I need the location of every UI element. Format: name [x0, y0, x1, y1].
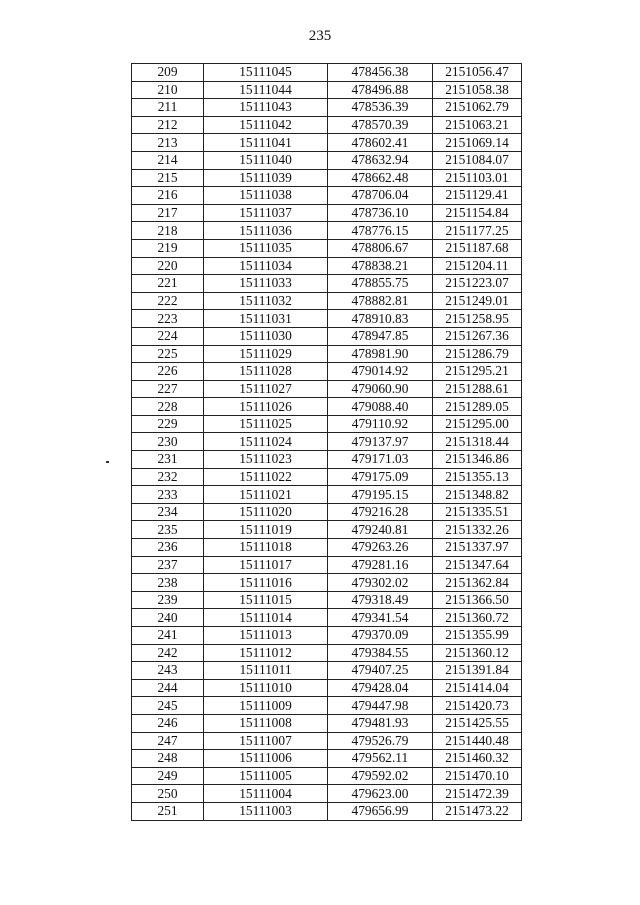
x-coordinate-cell: 478570.39 [328, 116, 433, 134]
y-coordinate-cell: 2151204.11 [433, 257, 522, 275]
point-index-cell: 249 [132, 767, 204, 785]
table-row [132, 99, 522, 117]
point-code-cell: 15111042 [204, 116, 328, 134]
table-row [132, 380, 522, 398]
point-index-cell: 229 [132, 415, 204, 433]
table-row [132, 714, 522, 732]
y-coordinate-cell: 2151129.41 [433, 187, 522, 205]
x-coordinate-cell: 478456.38 [328, 64, 433, 82]
table-row [132, 679, 522, 697]
point-code-cell: 15111029 [204, 345, 328, 363]
x-coordinate-cell: 479428.04 [328, 679, 433, 697]
point-code-cell: 15111016 [204, 574, 328, 592]
y-coordinate-cell: 2151473.22 [433, 802, 522, 820]
point-index-cell: 209 [132, 64, 204, 82]
point-code-cell: 15111034 [204, 257, 328, 275]
table-row [132, 134, 522, 152]
table-row [132, 574, 522, 592]
table-row [132, 239, 522, 257]
table-row [132, 732, 522, 750]
point-index-cell: 251 [132, 802, 204, 820]
y-coordinate-cell: 2151062.79 [433, 99, 522, 117]
point-code-cell: 15111015 [204, 591, 328, 609]
table-row [132, 539, 522, 557]
point-index-cell: 247 [132, 732, 204, 750]
x-coordinate-cell: 478882.81 [328, 292, 433, 310]
point-index-cell: 236 [132, 539, 204, 557]
x-coordinate-cell: 479370.09 [328, 627, 433, 645]
table-row [132, 468, 522, 486]
x-coordinate-cell: 478855.75 [328, 275, 433, 293]
table-row [132, 644, 522, 662]
x-coordinate-cell: 478838.21 [328, 257, 433, 275]
table-row [132, 151, 522, 169]
y-coordinate-cell: 2151063.21 [433, 116, 522, 134]
point-index-cell: 233 [132, 486, 204, 504]
point-index-cell: 248 [132, 750, 204, 768]
point-code-cell: 15111019 [204, 521, 328, 539]
table-row [132, 627, 522, 645]
y-coordinate-cell: 2151355.99 [433, 627, 522, 645]
y-coordinate-cell: 2151069.14 [433, 134, 522, 152]
x-coordinate-cell: 479302.02 [328, 574, 433, 592]
y-coordinate-cell: 2151289.05 [433, 398, 522, 416]
point-code-cell: 15111022 [204, 468, 328, 486]
x-coordinate-cell: 479562.11 [328, 750, 433, 768]
point-code-cell: 15111006 [204, 750, 328, 768]
point-code-cell: 15111003 [204, 802, 328, 820]
x-coordinate-cell: 478632.94 [328, 151, 433, 169]
y-coordinate-cell: 2151347.64 [433, 556, 522, 574]
y-coordinate-cell: 2151295.00 [433, 415, 522, 433]
table-row [132, 292, 522, 310]
table-body [132, 64, 522, 821]
x-coordinate-cell: 478806.67 [328, 239, 433, 257]
point-code-cell: 15111023 [204, 451, 328, 469]
y-coordinate-cell: 2151360.72 [433, 609, 522, 627]
y-coordinate-cell: 2151286.79 [433, 345, 522, 363]
page-number: 235 [308, 28, 332, 44]
point-index-cell: 240 [132, 609, 204, 627]
x-coordinate-cell: 478736.10 [328, 204, 433, 222]
table-row [132, 486, 522, 504]
y-coordinate-cell: 2151366.50 [433, 591, 522, 609]
point-index-cell: 219 [132, 239, 204, 257]
x-coordinate-cell: 479592.02 [328, 767, 433, 785]
point-index-cell: 218 [132, 222, 204, 240]
x-coordinate-cell: 478706.04 [328, 187, 433, 205]
point-index-cell: 217 [132, 204, 204, 222]
y-coordinate-cell: 2151056.47 [433, 64, 522, 82]
y-coordinate-cell: 2151472.39 [433, 785, 522, 803]
table-row [132, 327, 522, 345]
x-coordinate-cell: 478496.88 [328, 81, 433, 99]
table-row [132, 451, 522, 469]
coordinates-table [131, 63, 522, 821]
point-code-cell: 15111030 [204, 327, 328, 345]
table-row [132, 81, 522, 99]
y-coordinate-cell: 2151440.48 [433, 732, 522, 750]
x-coordinate-cell: 478662.48 [328, 169, 433, 187]
y-coordinate-cell: 2151249.01 [433, 292, 522, 310]
y-coordinate-cell: 2151360.12 [433, 644, 522, 662]
point-index-cell: 242 [132, 644, 204, 662]
point-index-cell: 210 [132, 81, 204, 99]
y-coordinate-cell: 2151337.97 [433, 539, 522, 557]
point-code-cell: 15111018 [204, 539, 328, 557]
point-code-cell: 15111004 [204, 785, 328, 803]
point-index-cell: 224 [132, 327, 204, 345]
y-coordinate-cell: 2151295.21 [433, 363, 522, 381]
table-row [132, 750, 522, 768]
point-index-cell: 243 [132, 662, 204, 680]
point-index-cell: 250 [132, 785, 204, 803]
point-code-cell: 15111009 [204, 697, 328, 715]
table-row [132, 609, 522, 627]
point-code-cell: 15111043 [204, 99, 328, 117]
y-coordinate-cell: 2151425.55 [433, 714, 522, 732]
point-index-cell: 212 [132, 116, 204, 134]
point-code-cell: 15111035 [204, 239, 328, 257]
x-coordinate-cell: 479137.97 [328, 433, 433, 451]
point-index-cell: 214 [132, 151, 204, 169]
point-code-cell: 15111039 [204, 169, 328, 187]
point-index-cell: 211 [132, 99, 204, 117]
point-code-cell: 15111045 [204, 64, 328, 82]
y-coordinate-cell: 2151332.26 [433, 521, 522, 539]
point-code-cell: 15111010 [204, 679, 328, 697]
point-code-cell: 15111012 [204, 644, 328, 662]
y-coordinate-cell: 2151177.25 [433, 222, 522, 240]
point-index-cell: 223 [132, 310, 204, 328]
point-code-cell: 15111007 [204, 732, 328, 750]
y-coordinate-cell: 2151318.44 [433, 433, 522, 451]
point-code-cell: 15111031 [204, 310, 328, 328]
table-row [132, 310, 522, 328]
x-coordinate-cell: 478981.90 [328, 345, 433, 363]
y-coordinate-cell: 2151335.51 [433, 503, 522, 521]
point-index-cell: 221 [132, 275, 204, 293]
x-coordinate-cell: 479088.40 [328, 398, 433, 416]
x-coordinate-cell: 479014.92 [328, 363, 433, 381]
point-code-cell: 15111044 [204, 81, 328, 99]
x-coordinate-cell: 479407.25 [328, 662, 433, 680]
point-index-cell: 225 [132, 345, 204, 363]
y-coordinate-cell: 2151362.84 [433, 574, 522, 592]
y-coordinate-cell: 2151154.84 [433, 204, 522, 222]
x-coordinate-cell: 478536.39 [328, 99, 433, 117]
point-code-cell: 15111026 [204, 398, 328, 416]
table-row [132, 222, 522, 240]
table-row [132, 503, 522, 521]
point-index-cell: 246 [132, 714, 204, 732]
point-code-cell: 15111005 [204, 767, 328, 785]
point-code-cell: 15111013 [204, 627, 328, 645]
x-coordinate-cell: 478910.83 [328, 310, 433, 328]
point-index-cell: 244 [132, 679, 204, 697]
x-coordinate-cell: 478602.41 [328, 134, 433, 152]
point-code-cell: 15111036 [204, 222, 328, 240]
x-coordinate-cell: 479263.26 [328, 539, 433, 557]
table-row [132, 802, 522, 820]
point-index-cell: 245 [132, 697, 204, 715]
y-coordinate-cell: 2151223.07 [433, 275, 522, 293]
point-code-cell: 15111021 [204, 486, 328, 504]
y-coordinate-cell: 2151355.13 [433, 468, 522, 486]
table-row [132, 64, 522, 82]
point-index-cell: 227 [132, 380, 204, 398]
y-coordinate-cell: 2151058.38 [433, 81, 522, 99]
x-coordinate-cell: 479195.15 [328, 486, 433, 504]
y-coordinate-cell: 2151346.86 [433, 451, 522, 469]
x-coordinate-cell: 479171.03 [328, 451, 433, 469]
y-coordinate-cell: 2151103.01 [433, 169, 522, 187]
table-row [132, 398, 522, 416]
y-coordinate-cell: 2151391.84 [433, 662, 522, 680]
y-coordinate-cell: 2151348.82 [433, 486, 522, 504]
point-code-cell: 15111027 [204, 380, 328, 398]
y-coordinate-cell: 2151267.36 [433, 327, 522, 345]
point-index-cell: 238 [132, 574, 204, 592]
table-row [132, 204, 522, 222]
x-coordinate-cell: 479318.49 [328, 591, 433, 609]
point-code-cell: 15111020 [204, 503, 328, 521]
table-row [132, 767, 522, 785]
table-row [132, 187, 522, 205]
y-coordinate-cell: 2151420.73 [433, 697, 522, 715]
y-coordinate-cell: 2151414.04 [433, 679, 522, 697]
point-index-cell: 234 [132, 503, 204, 521]
point-code-cell: 15111032 [204, 292, 328, 310]
x-coordinate-cell: 479216.28 [328, 503, 433, 521]
table-row [132, 415, 522, 433]
x-coordinate-cell: 479481.93 [328, 714, 433, 732]
point-code-cell: 15111041 [204, 134, 328, 152]
y-coordinate-cell: 2151470.10 [433, 767, 522, 785]
point-index-cell: 235 [132, 521, 204, 539]
point-index-cell: 230 [132, 433, 204, 451]
point-index-cell: 216 [132, 187, 204, 205]
point-index-cell: 239 [132, 591, 204, 609]
x-coordinate-cell: 478947.85 [328, 327, 433, 345]
x-coordinate-cell: 479341.54 [328, 609, 433, 627]
x-coordinate-cell: 479526.79 [328, 732, 433, 750]
table-row [132, 697, 522, 715]
point-index-cell: 215 [132, 169, 204, 187]
table-row [132, 591, 522, 609]
point-index-cell: 237 [132, 556, 204, 574]
table-row [132, 116, 522, 134]
point-index-cell: 231 [132, 451, 204, 469]
point-code-cell: 15111040 [204, 151, 328, 169]
table-row [132, 433, 522, 451]
y-coordinate-cell: 2151258.95 [433, 310, 522, 328]
table-row [132, 662, 522, 680]
y-coordinate-cell: 2151460.32 [433, 750, 522, 768]
stray-mark [106, 461, 109, 463]
point-code-cell: 15111008 [204, 714, 328, 732]
x-coordinate-cell: 479175.09 [328, 468, 433, 486]
table-row [132, 556, 522, 574]
x-coordinate-cell: 479623.00 [328, 785, 433, 803]
point-code-cell: 15111014 [204, 609, 328, 627]
point-index-cell: 213 [132, 134, 204, 152]
point-index-cell: 226 [132, 363, 204, 381]
x-coordinate-cell: 479240.81 [328, 521, 433, 539]
y-coordinate-cell: 2151187.68 [433, 239, 522, 257]
table-row [132, 363, 522, 381]
point-index-cell: 220 [132, 257, 204, 275]
point-index-cell: 241 [132, 627, 204, 645]
x-coordinate-cell: 478776.15 [328, 222, 433, 240]
point-index-cell: 228 [132, 398, 204, 416]
table-row [132, 521, 522, 539]
table-row [132, 257, 522, 275]
x-coordinate-cell: 479447.98 [328, 697, 433, 715]
table-row [132, 169, 522, 187]
table-row [132, 345, 522, 363]
point-code-cell: 15111037 [204, 204, 328, 222]
point-code-cell: 15111025 [204, 415, 328, 433]
point-code-cell: 15111038 [204, 187, 328, 205]
point-code-cell: 15111033 [204, 275, 328, 293]
point-code-cell: 15111017 [204, 556, 328, 574]
x-coordinate-cell: 479384.55 [328, 644, 433, 662]
point-code-cell: 15111028 [204, 363, 328, 381]
x-coordinate-cell: 479060.90 [328, 380, 433, 398]
point-code-cell: 15111024 [204, 433, 328, 451]
table-row [132, 785, 522, 803]
y-coordinate-cell: 2151288.61 [433, 380, 522, 398]
point-code-cell: 15111011 [204, 662, 328, 680]
point-index-cell: 222 [132, 292, 204, 310]
x-coordinate-cell: 479110.92 [328, 415, 433, 433]
x-coordinate-cell: 479656.99 [328, 802, 433, 820]
point-index-cell: 232 [132, 468, 204, 486]
x-coordinate-cell: 479281.16 [328, 556, 433, 574]
table-row [132, 275, 522, 293]
y-coordinate-cell: 2151084.07 [433, 151, 522, 169]
